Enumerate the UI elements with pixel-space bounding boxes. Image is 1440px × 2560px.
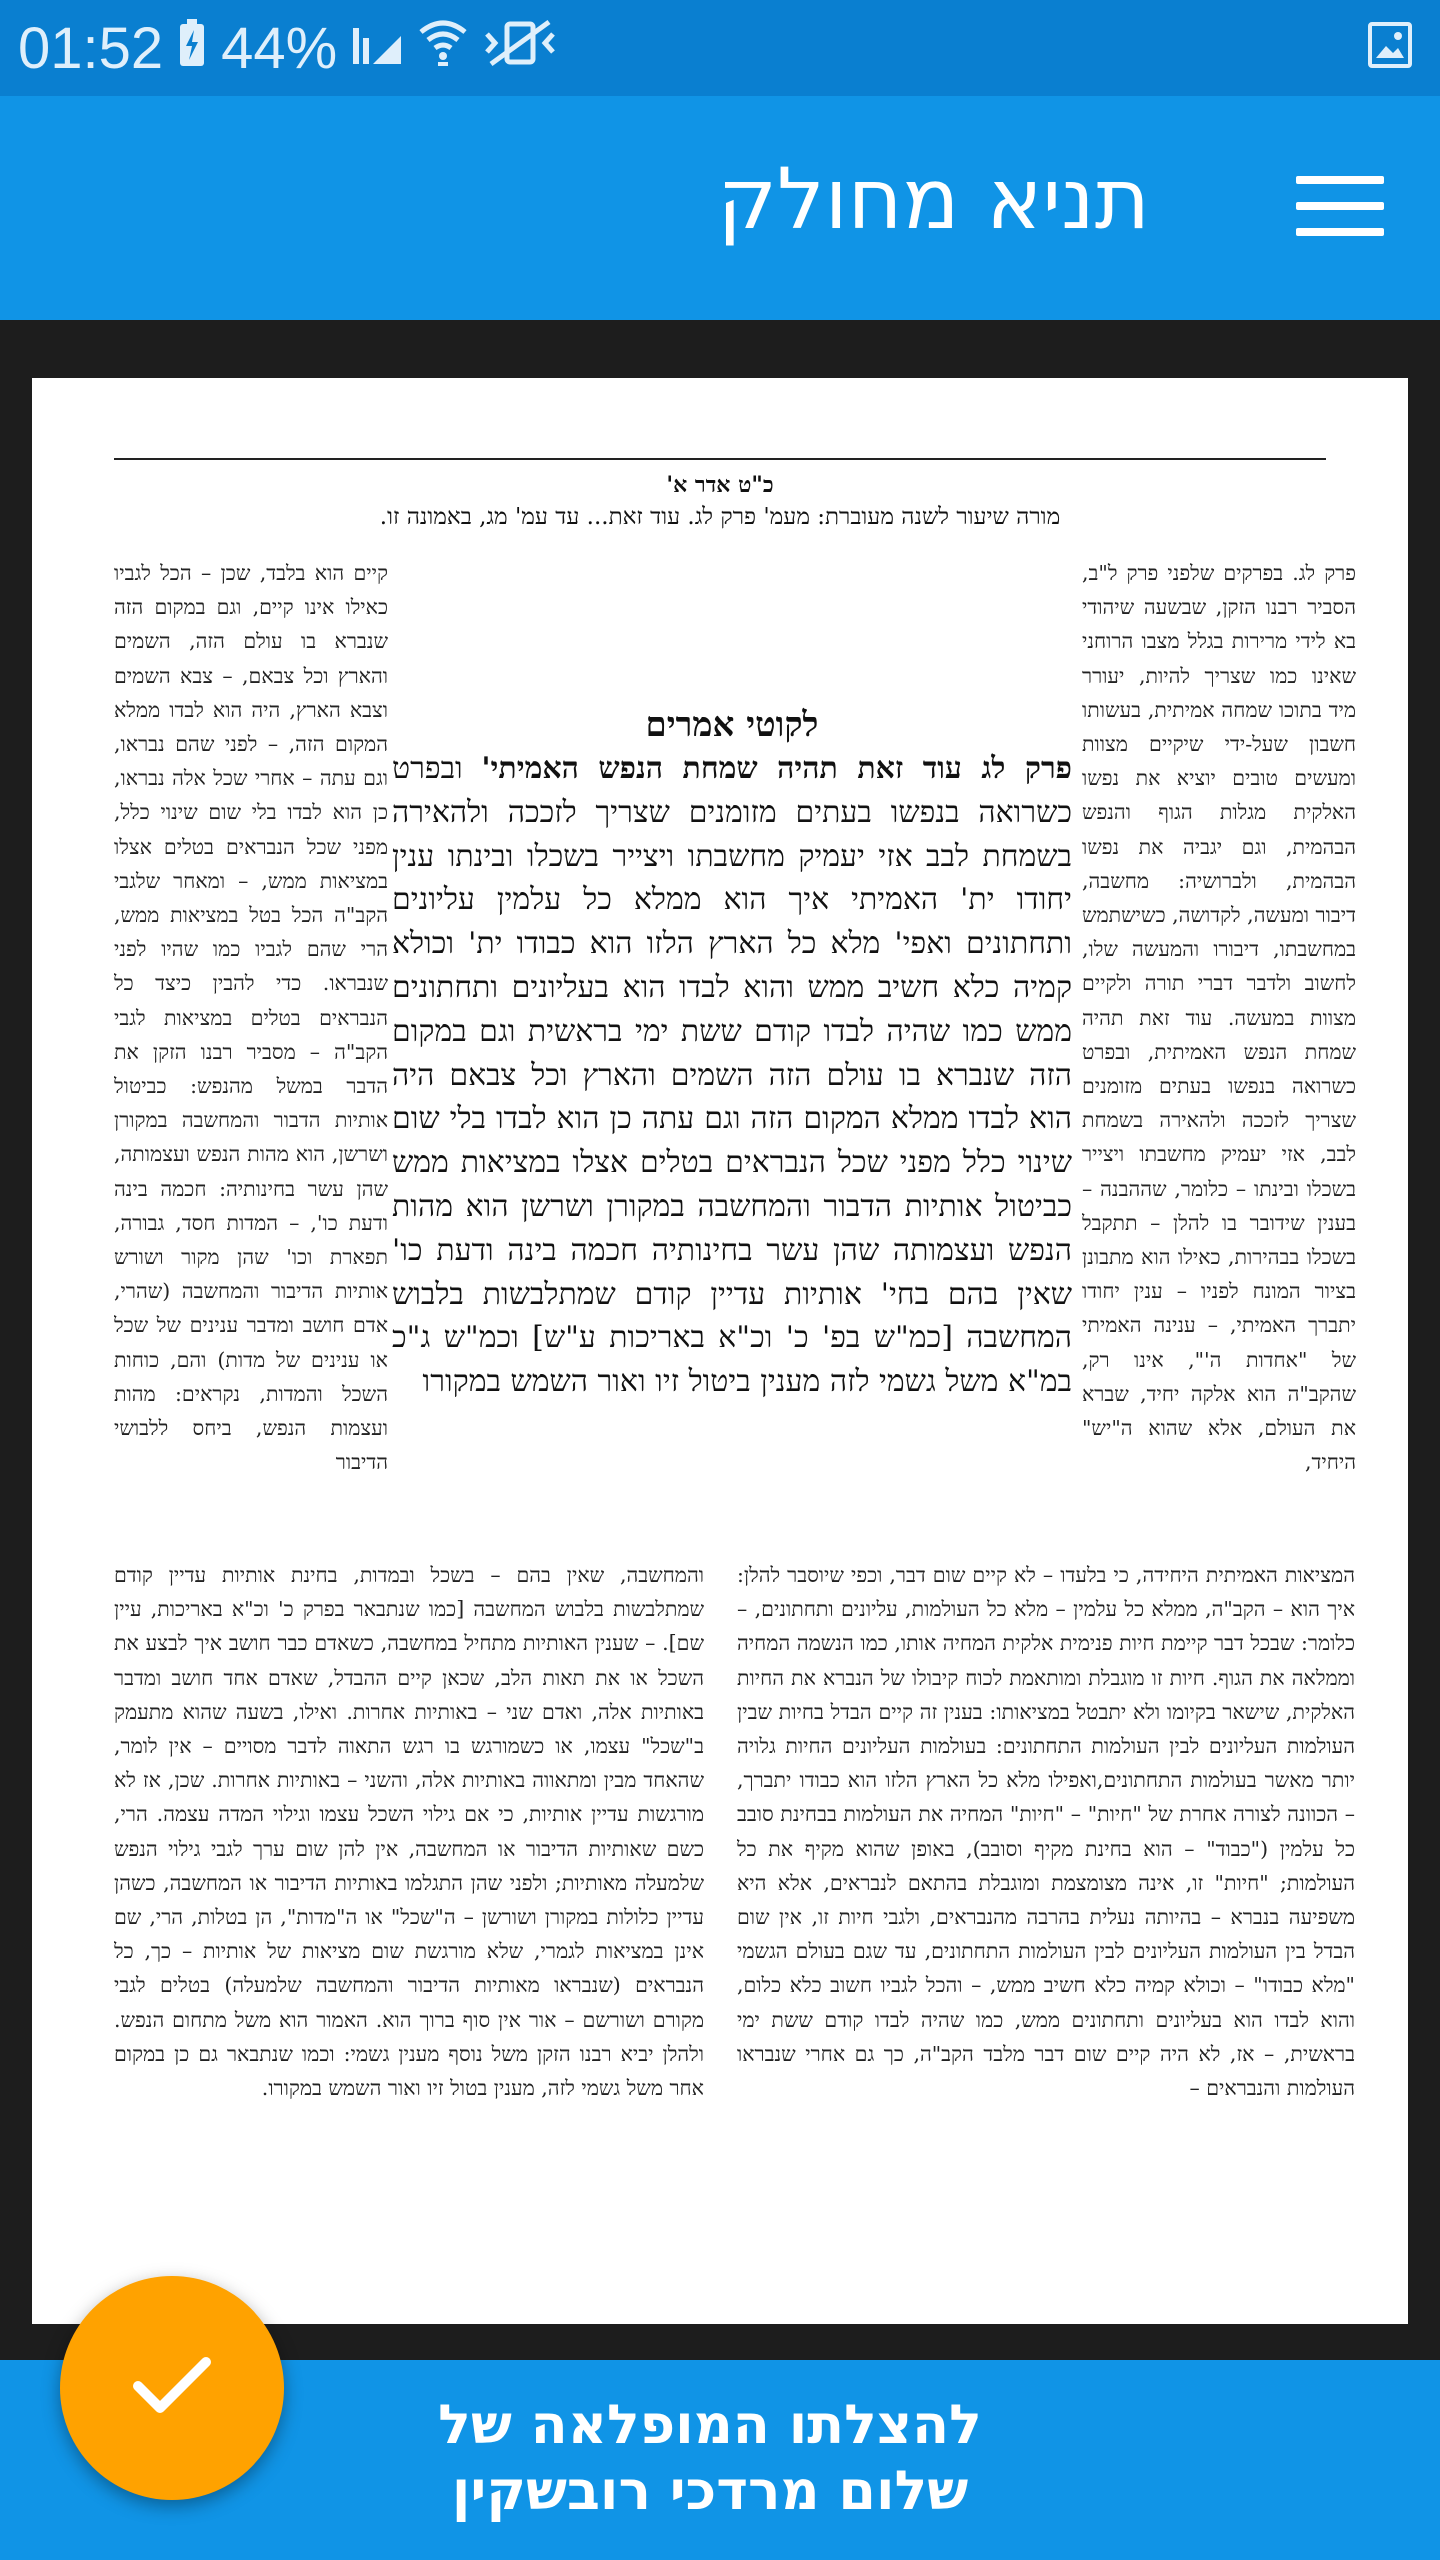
page-top-rule [114,458,1326,460]
commentary-bottom-right: המציאות האמיתית היחידה, כי בלעדו – לא קיים שום דבר, וכפי שיוסבר להלן: איך הוא – הקב"ה, ממלא כל עלמין – מלא כל העולמות, עליונים ותחתונים, – כלומר: שבכל דבר קיימת חיות פנימית אלקית המחיה אותו, כמו הנשמה המחיה וממלאה את הגוף. חיות זו מוגבלת ומותאמת לכוח קיבולו של הנברא את החיות האלקית, שישאר בקיומו ולא יתבטל במציאותו: בענין זה קיים הבדל בחיות שבין העולמות העליונים לבין העולמות התחתונים: בעולמות העליונים החיות גלויה יותר מאשר בעולמות התחתונים,ואפילו מלא כל הארץ הלזו הוא כבודו יתברך, – הכוונה לצורה אחרת של "חיות" – "חיות" המחיה את העולמות בבחינת סובב כל עלמין ("כבוד" – הוא בחינת מקיף וסובב), באופן שהוא מקיף את כל העולמות; "חיות" זו, אינה מצומצמת ומוגבלת בהתאם לנבראים, אלא היא משפיעה בנברא – בהיותה נעלית בהרבה מהנבראים, ולגבי חיות זו, אין שום הבדל בין העולמות העליונים לבין העולמות התחתונים, עד שגם בעולם הגשמי "מלא כבודו" – וכולא קמיה כלא חשיב ממש, – והכל לגביו חשוב כלא כלום, והוא לבדו הוא בעליונים ותחתונים ממש, כמו שהיה לבדו קודם ששת ימי בראשית, – אז, לא היה קיים שום דבר מלבד הקב"ה, כך גם אחרי שנבראו העולמות והנבראים – [737,1563,1355,2101]
app-bar [0,96,1440,320]
app-title: תניא מחולק [717,150,1150,248]
vibrate-icon [483,15,557,82]
image-notification-icon [1368,20,1412,74]
status-time: 01:52 [18,15,164,81]
main-text-heading: לקוטי אמרים [645,705,819,745]
chapter-body: ובפרט כשרואה בנפשו בעתים מזומנים שצריך לזככה ולהאירה בשמחת לבב אזי יעמיק מחשבתו ויצייר בשכלו ובינתו ענין יחודו ית' האמיתי איך הוא ממלא כל עלמין עליונים ותחתונים ואפי' מלא כל הארץ הלזו הוא כבודו ית' וכולא קמיה כלא חשיב ממש והוא לבדו הוא בעליונים ותחתונים ממש כמו שהיה לבדו קודם ששת ימי בראשית וגם במקום הזה שנברא בו עולם הזה השמים והארץ וכל צבאם היה הוא לבדו ממלא המקום הזה וגם עתה כן הוא לבדו בלי שום שינוי כלל מפני שכל הנבראים בטלים אצלו במציאות ממש כביטול אותיות הדבור והמחשבה במקורן ושרשן הוא מהות הנפש ועצמותה שהן עשר בחינותיה חכמה בינה ודעת כו' שאין בהם בחי' אותיות עדיין קודם שמתלבשות בלבוש המחשבה [כמ"ש בפ' כ' וכ"א באריכות ע"ש] וכמ"ש ג"כ במ"א משל גשמי לזה מענין ביטול זיו ואור השמש במקורו [392,751,1072,1400]
wifi-icon [417,15,469,82]
status-bar [0,0,1440,96]
dedication-line-1: להצלתו המופלאה של [438,2393,982,2456]
status-left [0,15,557,82]
lesson-range: מורה שיעור לשנה מעוברת: מעמ' פרק לג. עוד זאת... עד עמ' מג, באמונה זו. [379,504,1061,530]
commentary-right-column: פרק לג. בפרקים שלפני פרק ל"ב, הסביר רבנו הזקן, שבשעה שיהודי בא לידי מרירות בגלל מצבו הרוחני שאינו כמו שצריך להיות, יעורר מיד בתוכו שמחה אמיתית, בעשותו חשבון שעל-ידי שיקיים מצוות ומעשים טובים יוציא את נפשו האלקית מגלות הגוף והנפש הבהמית, וגם יגביה את נפשו הבהמית, ולברושיה: מחשבה, דיבור ומעשה, לקדושה, כשישתמש במחשבתו, דיבורו והמעשה שלו, לחשוב ולדבר דברי תורה ולקיים מצוות במעשה. עוד זאת תהיה שמחת הנפש האמיתית, ובפרט כשרואה בנפשו בעתים מזומנים שצריך לזככה ולהאירה בשמחת לבב, אזי יעמיק מחשבתו ויצייר בשכלו ובינתו – כלומר, שההבנה – בענין שידובר בו להלן – תתקבל בשכלו בבהירות, כאילו הוא מתבונן בציור המונח לפניו – ענין יחודו יתברך האמיתי, – ענינה האמיתי של "אחדות ה'", אינו רק, שהקב"ה הוא אלקה יחיד, שברא את העולם, אלא שהוא ה"יש" היחיד, [1082,561,1356,1475]
checkmark-icon [132,2354,212,2422]
lesson-date: כ"ט אדר א' [666,472,774,498]
mark-done-button[interactable] [60,2276,284,2500]
signal-icon [351,15,403,82]
commentary-bottom-left: והמחשבה, שאין בהם – בשכל ובמדות, בחינת אותיות עדיין קודם שמתלבשות בלבוש המחשבה [כמו שנתבאר בפרק כ' וכ"א באריכות, עיין שם]. – שענין האותיות מתחיל במחשבה, כשאדם כבר חושב איך לבצע את השכל או את תאות הלב, שכאן קיים ההבדל, שאדם אחד חושב ומדבר באותיות אלה, ואדם שני – באותיות אחרות. ואילו, בשעה שהוא מתעמק ב"שכל" עצמו, או כשמורגש בו רגש התאוה לדבר מסויים – אין לומר, שהאחד מבין ומתאווה באותיות אלה, והשני – באותיות אחרות. שכן, אז לא מורגשות עדיין אותיות, כי אם גילוי השכל עצמו וגילוי המדה עצמה. הרי, כשם שאותיות הדיבור או המחשבה, אין להן שום ערך לגבי גילוי הנפש שלמעלה מאותיות; ולפני שהן התגלמו באותיות הדיבור או המחשבה, כשהן עדיין כלולות במקורן ושורשן – ה"שכל" או ה"מדות", הן בטלות, הרי, שם אינן במציאות לגמרי, שלא מורגשת שום מציאות של אותיות – כך, כל הנבראים (שנבראו מאותיות הדיבור והמחשבה שלמעלה) בטלים לגבי מקורם ושורשם – אור אין סוף ברוך הוא. האמור הוא משל מתחום הנפש. ולהלן יביא רבנו הזקן משל נוסף מענין גשמי: וכמו שנתבאר גם כן במקום אחר משל גשמי לזה, מענין בטול זיו ואור השמש במקורו. [114,1563,704,2101]
main-text-body [392,747,1072,1404]
commentary-left-column: קיים הוא בלבד, שכן – הכל לגביו כאילו אינו קיים, וגם במקום הזה שנברא בו עולם הזה, השמים והארץ וכל צבאם, – צבא השמים וצבא הארץ, היה הוא לבדו ממלא המקום הזה, – לפני שהם נבראו, וגם עתה – אחרי שכל אלה נבראו, כן הוא לבדו בלי שום שינוי כלל, מפני שכל הנבראים בטלים אצלו במציאות ממש, – ומאחר שלגבי הקב"ה הכל בטל במציאות ממש, הרי שהם לגביו כמו שהיו לפני שנבראו. כדי להבין כיצד כל הנבראים בטלים במציאות לגבי הקב"ה – מסביר רבנו הזקן את הדבר במשל מהנפש: כביטול אותיות הדבור והמחשבה במקורן ושרשן, הוא מהות הנפש ועצמותה, שהן עשר בחינותיה: חכמה בינה ודעת כו', – המדות חסד, גבורה, תפארת וכו' שהן מקור ושורש אותיות הדיבור והמחשבה (שהרי, אדם חושב ומדבר ענינים של שכל או ענינים של מדות) והם, כוחות השכל והמדות, נקראים: מהות ועצמות הנפש, ביחס ללבושי הדיבור [114,561,388,1475]
tanya-page[interactable] [32,378,1408,2324]
chapter-title: פרק לג עוד זאת תהיה שמחת הנפש האמיתי' [481,751,1072,786]
hamburger-menu-icon[interactable] [1296,176,1384,236]
main-text-block [392,703,1072,1404]
dedication-line-2: שלום מרדכי רובשקין [451,2459,969,2522]
battery-charging-icon [177,15,207,82]
battery-percent: 44% [221,15,338,81]
